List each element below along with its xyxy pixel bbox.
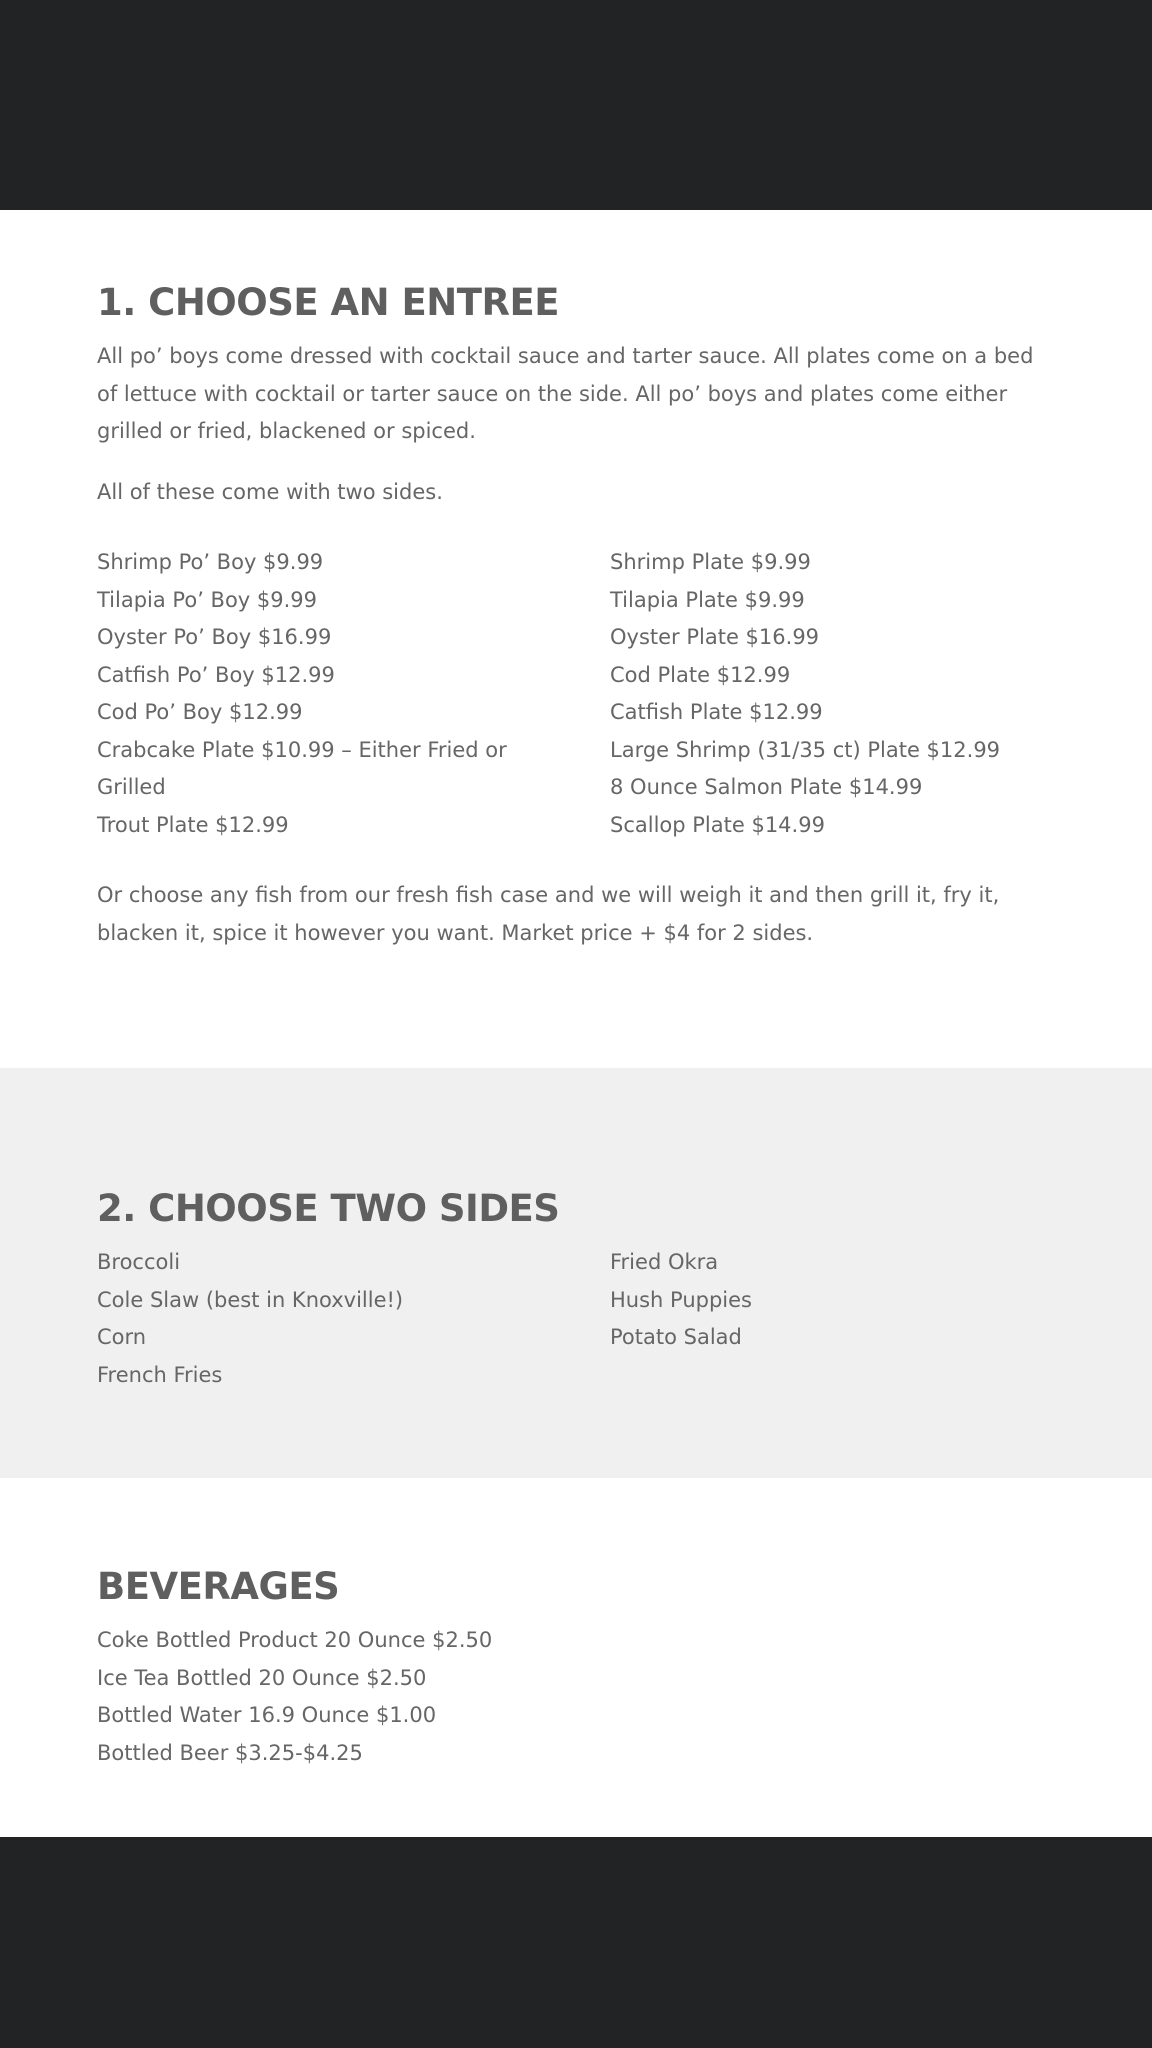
beverages-list	[97, 1622, 1055, 1772]
menu-item: Catfish Po’ Boy $12.99	[97, 662, 335, 687]
menu-item: Crabcake Plate $10.99 – Either Fried or Grilled	[97, 737, 507, 799]
fresh-fish-note: Or choose any fish from our fresh fish case and we will weigh it and then grill it, fry it, blacken it, spice it however you want. Market price + $4 for 2 sides.	[97, 883, 1000, 945]
menu-item: Oyster Plate $16.99	[610, 625, 820, 649]
beverages-heading: BEVERAGES	[97, 1565, 340, 1608]
beverage-item: Bottled Beer $3.25-$4.25	[97, 1740, 363, 1765]
sides-left-column	[97, 1244, 610, 1394]
menu-item: Shrimp Plate $9.99	[610, 550, 811, 574]
menu-item: Oyster Po’ Boy $16.99	[97, 625, 332, 649]
menu-item: Tilapia Plate $9.99	[610, 587, 805, 612]
top-dark-bar	[0, 0, 1152, 210]
two-sides-note: All of these come with two sides.	[97, 479, 443, 504]
side-item: Broccoli	[97, 1250, 181, 1274]
entree-right-column	[610, 544, 1055, 844]
sides-heading: 2. CHOOSE TWO SIDES	[97, 1187, 560, 1230]
entree-section	[0, 210, 1152, 1068]
menu-item: Cod Po’ Boy $12.99	[97, 700, 303, 724]
menu-item: 8 Ounce Salmon Plate $14.99	[610, 775, 923, 799]
menu-item: Cod Plate $12.99	[610, 662, 791, 687]
menu-item: Catfish Plate $12.99	[610, 700, 823, 724]
beverages-section	[0, 1478, 1152, 1837]
side-item: Corn	[97, 1325, 147, 1349]
beverage-item: Coke Bottled Product 20 Ounce $2.50	[97, 1628, 493, 1652]
entree-left-column	[97, 544, 610, 844]
menu-item: Tilapia Po’ Boy $9.99	[97, 587, 318, 612]
entree-menu-list	[97, 544, 1055, 844]
side-item: Cole Slaw (best in Knoxville!)	[97, 1287, 404, 1312]
sides-list	[97, 1244, 1055, 1394]
entree-intro-text: All po’ boys come dressed with cocktail sauce and tarter sauce. All plates come on a bed of lettuce with cocktail or tarter sauce on the side. All po’ boys and plates come either grilled or fried, blackened or spiced.	[97, 344, 1034, 443]
side-item: Fried Okra	[610, 1250, 719, 1274]
side-item: French Fries	[97, 1362, 223, 1387]
side-item: Potato Salad	[610, 1325, 742, 1349]
menu-item: Shrimp Po’ Boy $9.99	[97, 550, 324, 574]
sides-section	[0, 1068, 1152, 1478]
menu-item: Scallop Plate $14.99	[610, 812, 825, 837]
bottom-dark-bar	[0, 1837, 1152, 2048]
menu-item: Large Shrimp (31/35 ct) Plate $12.99	[610, 737, 1001, 762]
sides-right-column	[610, 1244, 1055, 1394]
beverage-item: Ice Tea Bottled 20 Ounce $2.50	[97, 1665, 427, 1690]
side-item: Hush Puppies	[610, 1287, 752, 1312]
entree-heading: 1. CHOOSE AN ENTREE	[97, 281, 560, 324]
menu-item: Trout Plate $12.99	[97, 812, 289, 837]
beverage-item: Bottled Water 16.9 Ounce $1.00	[97, 1703, 437, 1727]
